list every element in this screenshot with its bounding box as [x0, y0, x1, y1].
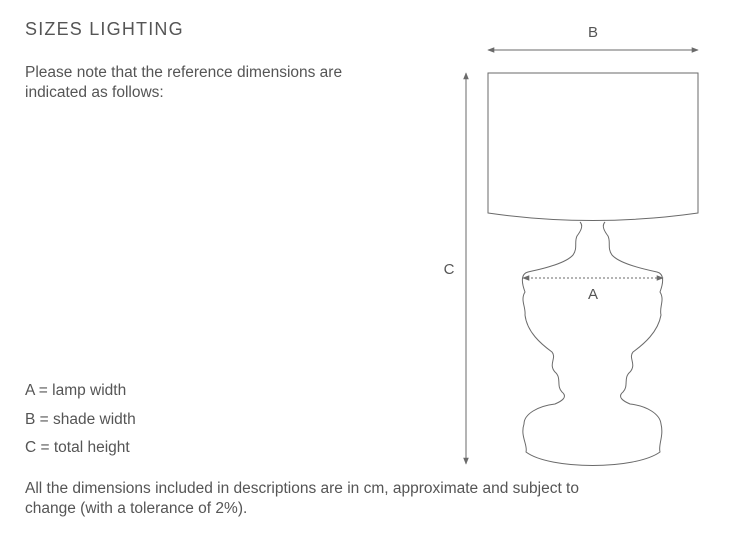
dimension-a-label: A — [587, 286, 599, 303]
legend-item-c: C = total height — [25, 439, 130, 456]
lamp-shade — [488, 73, 698, 221]
intro-text: Please note that the reference dimensions are indicated as follows: — [25, 64, 343, 101]
page-title: SIZES LIGHTING — [25, 19, 184, 39]
lamp-body — [522, 222, 662, 466]
dimensions-note: All the dimensions included in descriptions are in cm, approximate and subject to change (with a tolerance of 2%). — [25, 480, 579, 517]
dimension-b-label: B — [587, 24, 599, 41]
legend-item-a: A = lamp width — [25, 382, 127, 399]
legend-item-b: B = shade width — [25, 410, 136, 428]
dimension-c-label: C — [443, 261, 455, 278]
